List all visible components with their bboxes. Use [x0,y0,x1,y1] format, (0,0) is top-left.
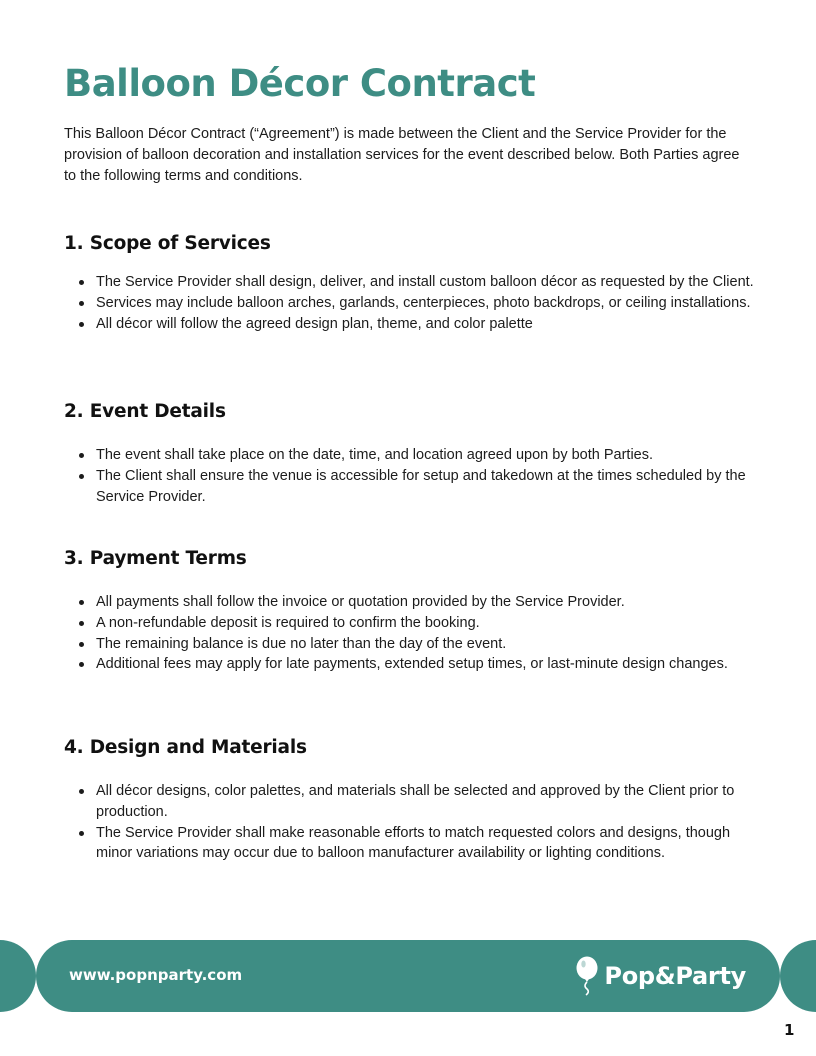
list-item: All payments shall follow the invoice or quotation provided by the Service Provider. [64,592,754,613]
footer-website-link[interactable]: www.popnparty.com [69,966,243,984]
footer-bar [36,940,780,1012]
list-item: Additional fees may apply for late payments, extended setup times, or last-minute design changes. [64,654,754,675]
document-title: Balloon Décor Contract [64,62,536,105]
page-number: 1 [784,1021,795,1039]
section-heading: 1. Scope of Services [64,233,271,254]
list-item: The remaining balance is due no later than the day of the event. [64,634,754,655]
footer-right-cap [780,940,816,1012]
bullet-list [64,781,754,864]
section-heading: 4. Design and Materials [64,737,307,758]
bullet-list [64,445,754,507]
list-item: The Service Provider shall design, deliver, and install custom balloon décor as requested by the Client. [64,272,754,293]
footer-logo [574,956,746,996]
section-heading: 2. Event Details [64,401,226,422]
list-item: A non-refundable deposit is required to confirm the booking. [64,613,754,634]
bullet-list [64,272,754,334]
list-item: Services may include balloon arches, garlands, centerpieces, photo backdrops, or ceiling installations. [64,293,754,314]
balloon-icon [574,956,600,996]
intro-paragraph: This Balloon Décor Contract (“Agreement”) is made between the Client and the Service Provider for the provision of balloon decoration and installation services for the event described below. Both Parties agree to the following terms and conditions. [64,126,740,184]
list-item: All décor designs, color palettes, and materials shall be selected and approved by the Client prior to production. [64,781,754,823]
section-event-details [64,401,754,505]
list-item: The Client shall ensure the venue is accessible for setup and takedown at the times scheduled by the Service Provider. [64,466,754,508]
list-item: The Service Provider shall make reasonable efforts to match requested colors and designs, though minor variations may occur due to balloon manufacturer availability or lighting conditions. [64,823,754,865]
section-payment-terms [64,548,754,673]
list-item: The event shall take place on the date, time, and location agreed upon by both Parties. [64,445,754,466]
list-item: All décor will follow the agreed design plan, theme, and color palette [64,314,754,335]
section-heading: 3. Payment Terms [64,548,247,569]
footer-left-cap [0,940,36,1012]
bullet-list [64,592,754,675]
section-design-and-materials [64,737,754,862]
section-scope-of-services [64,233,754,332]
brand-name: Pop&Party [604,962,746,990]
